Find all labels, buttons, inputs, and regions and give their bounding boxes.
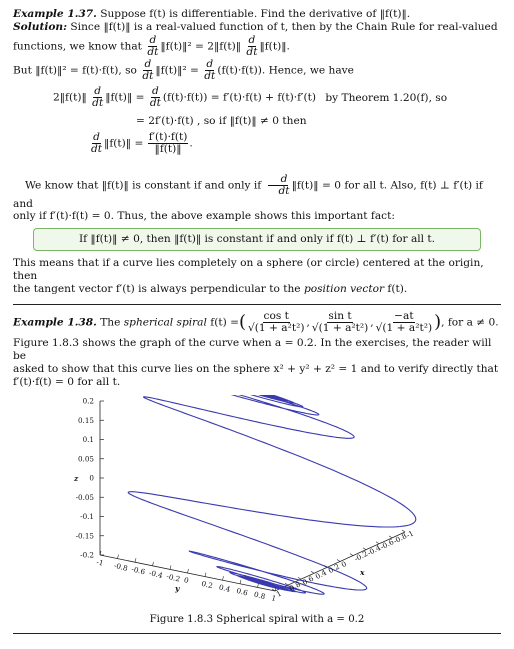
derivative-fraction: $\frac{d}{dt}$ bbox=[142, 58, 154, 83]
derivative-fraction: $\frac{d}{dt}$ bbox=[204, 58, 216, 83]
y-tick-label: 0.8 bbox=[253, 589, 267, 602]
y-tick-label: 0 bbox=[183, 575, 190, 586]
section-divider bbox=[13, 304, 501, 305]
plot-ticks bbox=[73, 397, 415, 604]
derivative-fraction: $\frac{d}{dt}$ bbox=[246, 33, 258, 58]
y-tick-label: 0.4 bbox=[218, 582, 232, 594]
solution-label: Solution: bbox=[13, 20, 68, 33]
equation-line-3: $\frac{d}{dt}$ ‖f(t)‖ = $\frac{f'(t)\cdot f(t)}{‖f(t)‖}$ . bbox=[91, 131, 193, 156]
z-tick-label: -0.05 bbox=[75, 492, 94, 502]
derivative-fraction: $\frac{d}{dt}$ bbox=[147, 33, 159, 58]
bottom-divider bbox=[13, 633, 501, 634]
x-tick-label: 0.6 bbox=[300, 573, 316, 587]
figure-caption: Figure 1.8.3 Spherical spiral with a = 0.2 bbox=[149, 614, 365, 625]
z-tick-label: -0.1 bbox=[80, 512, 94, 521]
y-tick-mark bbox=[135, 558, 136, 562]
x-tick-label: 0.2 bbox=[326, 561, 342, 576]
z-tick-label: 0 bbox=[89, 473, 94, 483]
y-tick-mark bbox=[188, 569, 189, 573]
spiral-curve-path bbox=[128, 395, 416, 594]
y-tick-label: -0.8 bbox=[113, 560, 129, 573]
example-1-37 bbox=[13, 8, 501, 21]
y-tick-mark bbox=[170, 565, 171, 569]
paragraph-3: Figure 1.8.3 shows the graph of the curve when a = 0.2. In the exercises, the reader will be asked to show that this curve lies on the sphere x² + y² + z² = 1 and to verify directly that f′(t)·f(t) = 0 for all t. bbox=[13, 337, 499, 389]
y-tick-label: -0.4 bbox=[148, 568, 164, 581]
x-tick-label: -0.4 bbox=[365, 543, 383, 558]
x-axis-label: x bbox=[360, 568, 365, 577]
z-tick-label: -0.15 bbox=[75, 531, 94, 541]
x-tick-label: -0.6 bbox=[378, 537, 396, 552]
example-label: Example 1.38. bbox=[13, 316, 97, 329]
y-axis-label: y bbox=[175, 584, 180, 593]
spiral-plot bbox=[60, 395, 460, 605]
example-1-38: Example 1.38. The spherical spiral f(t) =( $\frac{\text{cos t}}{\text{√(1 + a²t²)}}$ , $\frac{\text{sin t}}{\text{√(1 + a²t²)}}$ , $\frac{-at}{\text{√(1 + a²t²)}}$ ), for a ≠ 0. bbox=[13, 310, 499, 335]
spherical-spiral-figure bbox=[60, 395, 460, 605]
solution-line-2: functions, we know that $\frac{d}{dt}$ ‖f(t)‖² = 2‖f(t)‖ $\frac{d}{dt}$ ‖f(t)‖. bbox=[13, 33, 290, 58]
z-tick-label: 0.2 bbox=[82, 396, 94, 406]
y-tick-label: 0.2 bbox=[200, 578, 214, 591]
y-tick-mark bbox=[205, 573, 206, 577]
spiral-curve bbox=[128, 395, 416, 594]
example-statement: Suppose f(t) is differentiable. Find the derivative of ‖f(t)‖. bbox=[100, 8, 411, 20]
y-tick-mark bbox=[240, 580, 241, 584]
important-fact-box: If ‖f(t)‖ ≠ 0, then ‖f(t)‖ is constant if and only if f(t) ⊥ f′(t) for all t. bbox=[33, 228, 481, 251]
y-tick-mark bbox=[258, 583, 259, 587]
y-tick-mark bbox=[223, 576, 224, 580]
x-tick-label: 0 bbox=[339, 559, 348, 570]
x-tick-label: 0.8 bbox=[287, 579, 303, 593]
x-tick-label: -0.2 bbox=[352, 548, 370, 564]
z-axis-label: z bbox=[74, 474, 79, 483]
y-tick-label: 0.6 bbox=[235, 586, 249, 598]
x-tick-label: -0.8 bbox=[391, 531, 409, 546]
paragraph-2: This means that if a curve lies completely on a sphere (or circle) centered at the origin, then the tangent vector f′(t) is always perpendicular to the position vector f(t). bbox=[13, 257, 484, 296]
z-tick-label: 0.05 bbox=[77, 454, 94, 464]
x-tick-label: 0.4 bbox=[313, 567, 329, 582]
equation-line-2: = 2f′(t)·f(t) , so if ‖f(t)‖ ≠ 0 then bbox=[136, 115, 307, 128]
paragraph-1-cont: only if f′(t)·f(t) = 0. Thus, the above example shows this important fact: bbox=[13, 210, 395, 223]
y-tick-label: 1 bbox=[270, 593, 278, 604]
x-tick-label: -1 bbox=[404, 528, 416, 540]
paragraph-1: We know that ‖f(t)‖ is constant if and only if $\frac{d}{dt}$ ‖f(t)‖ = 0 for all t. Also, f(t) ⊥ f′(t) if and bbox=[13, 173, 483, 210]
x-tick-label: 1 bbox=[274, 588, 283, 599]
page-content bbox=[13, 8, 501, 389]
y-tick-mark bbox=[153, 562, 154, 566]
z-tick-label: 0.15 bbox=[77, 415, 94, 425]
y-tick-label: -0.2 bbox=[165, 571, 182, 584]
z-tick-label: -0.2 bbox=[80, 550, 94, 560]
equation-block bbox=[13, 86, 501, 170]
y-tick-label: -0.6 bbox=[130, 564, 147, 577]
y-tick-label: -1 bbox=[95, 557, 105, 568]
y-tick-mark bbox=[118, 555, 119, 559]
equation-line-1: 2‖f(t)‖ $\frac{d}{dt}$ ‖f(t)‖ = $\frac{d}{dt}$ (f(t)·f(t)) = f′(t)·f(t) + f(t)·f′(t) by Theorem 1.20(f), so bbox=[53, 85, 448, 110]
example-label: Example 1.37. bbox=[13, 8, 97, 20]
z-tick-label: 0.1 bbox=[82, 435, 94, 444]
solution-line-3: But ‖f(t)‖² = f(t)·f(t), so $\frac{d}{dt}$ ‖f(t)‖² = $\frac{d}{dt}$ (f(t)·f(t)). Hence, we have bbox=[13, 58, 354, 83]
solution-line-1: Solution: Since ‖f(t)‖ is a real-valued function of t, then by the Chain Rule for real-valued bbox=[13, 20, 498, 33]
